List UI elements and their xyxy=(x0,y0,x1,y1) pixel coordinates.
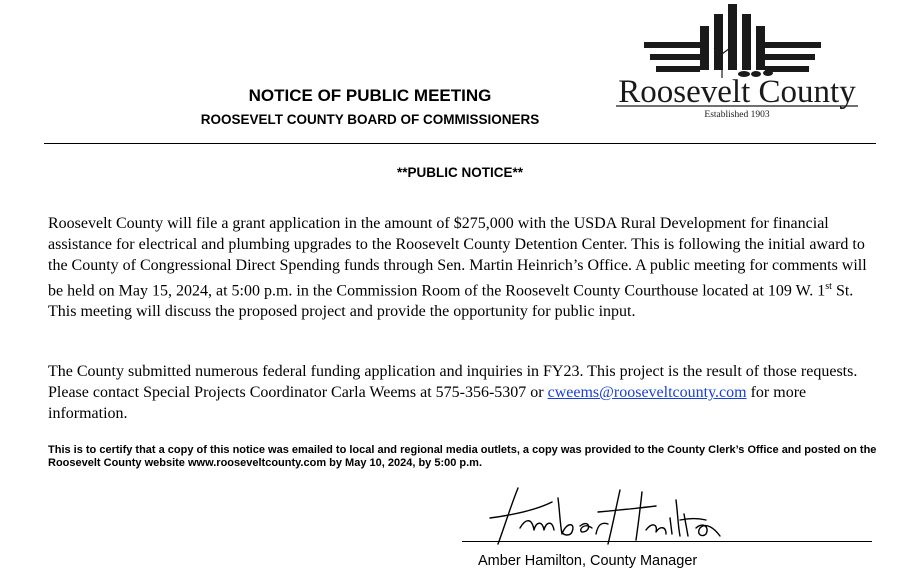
certification-statement: This is to certify that a copy of this notice was emailed to local and regional media outlets, a copy was provided to the County Clerk’s Office and posted on the Roosevelt County website www.rooseveltcounty.com by May 10, 2024, by 5:00 p.m. xyxy=(48,444,877,469)
paragraph-contact xyxy=(48,361,878,424)
paragraph-text-continued: St. This meeting will discuss the proposed project and provide the opportunity for public input. xyxy=(48,282,854,321)
page-subtitle: ROOSEVELT COUNTY BOARD OF COMMISSIONERS xyxy=(200,112,540,127)
page-title: NOTICE OF PUBLIC MEETING xyxy=(248,86,492,105)
logo-wordmark: Roosevelt County xyxy=(618,74,856,110)
paragraph-text-continued: for more information. xyxy=(48,384,807,422)
contact-email-link[interactable]: cweems@rooseveltcounty.com xyxy=(547,384,747,401)
header-divider xyxy=(44,143,876,144)
public-notice-label: **PUBLIC NOTICE** xyxy=(396,165,523,180)
roosevelt-county-logo xyxy=(610,2,865,120)
logo-established: Established 1903 xyxy=(704,110,770,120)
paragraph-grant-application xyxy=(48,213,878,322)
paragraph-text: The County submitted numerous federal funding application and inquiries in FY23. This project is the result of those requests. Please contact Special Projects Coordinator Carla Weems at 575-356-5307 or xyxy=(48,363,858,401)
signer-name: Amber Hamilton, County Manager xyxy=(478,553,698,569)
paragraph-text: Roosevelt County will file a grant application in the amount of $275,000 with the USDA Rural Development for financial assistance for electrical and plumbing upgrades to the Roosevelt County Detention Center. This is following the initial award to the County of Congressional Direct Spending funds through Sen. Martin Heinrich’s Office. A public meeting for comments will be held on May 15, 2024, at 5:00 p.m. in the Commission Room of the Roosevelt County Courthouse located at 109 W. 1 xyxy=(48,215,867,300)
superscript-st: st xyxy=(825,281,832,292)
signature-line xyxy=(462,541,872,542)
